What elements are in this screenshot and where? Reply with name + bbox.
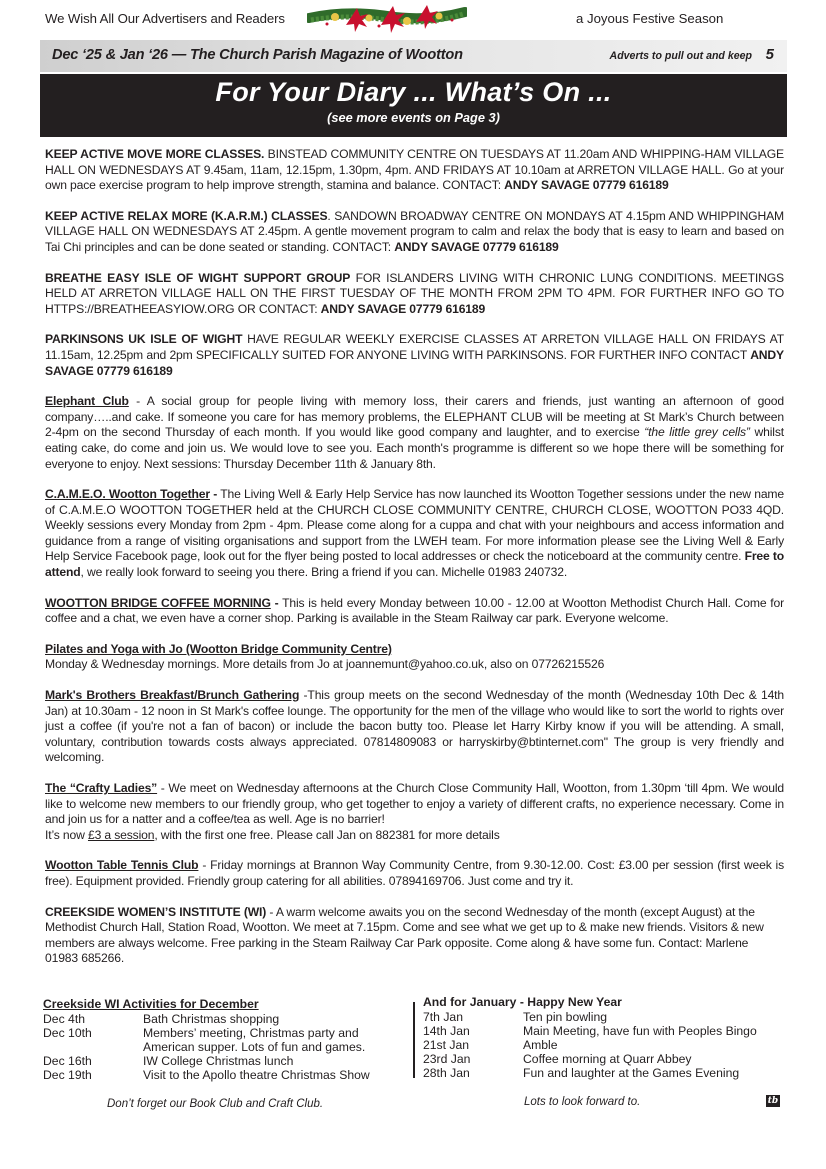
list-item-activity: Fun and laughter at the Games Evening — [523, 1066, 740, 1080]
christmas-garland-icon — [307, 2, 467, 36]
event-body: - A warm welcome awaits you on the second Wednesday of the month (except August) at the Methodist Church Hall, Station Road, Wootton. We meet at 7.15pm. Come and see what we get up to & make new friends. Visitors & new members are always welcome. Free parking in the Steam Railway Car Park opposite. Come along & have some fun. Contact: Marlene 01983 685266. — [45, 904, 764, 966]
list-item-date: 7th Jan — [423, 1010, 463, 1024]
event-heading: KEEP ACTIVE RELAX MORE (K.A.R.M.) CLASSES — [45, 208, 328, 223]
event-contact: ANDY SAVAGE 07779 616189 — [394, 239, 559, 254]
event-free-note: Free to attend — [45, 549, 784, 580]
events-list — [45, 147, 784, 982]
event-keep-active — [45, 147, 784, 194]
page-title: For Your Diary ... What’s On ... — [215, 77, 612, 107]
festive-greeting-strip — [45, 9, 745, 31]
event-body: - A social group for people living with memory loss, their carers and friends, just wanting an afternoon of good company…..and cake. If someone you care for has memory problems, the ELEPHANT CLUB will be meeting at St Mark’s Church between 2-4pm on the second Thursday of each month. If you would like good company and laughter, and to exercise — [45, 394, 784, 440]
greeting-right: a Joyous Festive Season — [576, 11, 724, 26]
list-item — [43, 1068, 403, 1082]
event-body: Monday & Wednesday mornings. More details from Jo at joannemunt@yahoo.co.uk, also on 07726215526 — [45, 657, 605, 672]
list-item-activity: Members’ meeting, Christmas party and American supper. Lots of fun and games. — [143, 1026, 366, 1054]
event-breathe-easy — [45, 271, 784, 318]
event-heading: C.A.M.E.O. Wootton Together — [45, 487, 210, 502]
event-karm — [45, 209, 784, 256]
list-item — [43, 1012, 403, 1026]
list-item-activity: Amble — [523, 1038, 558, 1052]
event-heading: Wootton Table Tennis Club — [45, 858, 199, 873]
event-crafty-ladies — [45, 781, 784, 843]
adverts-note: Adverts to pull out and keep — [609, 50, 752, 62]
december-footer-note: Don’t forget our Book Club and Craft Club. — [107, 1098, 324, 1110]
wi-december-list — [43, 997, 403, 1082]
event-pilates — [45, 642, 784, 673]
event-quote: “the little grey cells” — [644, 425, 750, 440]
list-item-activity: Visit to the Apollo theatre Christmas Show — [143, 1068, 370, 1082]
event-heading: BREATHE EASY ISLE OF WIGHT SUPPORT GROUP — [45, 270, 351, 285]
magazine-title: Dec ‘25 & Jan ‘26 — The Church Parish Magazine of Wootton — [52, 47, 463, 63]
event-contact: ANDY SAVAGE 07779 616189 — [504, 178, 669, 193]
event-marks-brothers — [45, 688, 784, 766]
wi-january-heading: And for January - Happy New Year — [423, 995, 622, 1009]
list-item-date: Dec 10th — [43, 1026, 92, 1040]
event-dash: - — [209, 487, 218, 502]
event-elephant-club — [45, 394, 784, 472]
event-heading: PARKINSONS UK ISLE OF WIGHT — [45, 332, 243, 347]
list-item-activity: Main Meeting, have fun with Peoples Bingo — [523, 1024, 757, 1038]
list-item-date: 14th Jan — [423, 1024, 470, 1038]
list-item-activity: IW College Christmas lunch — [143, 1054, 294, 1068]
event-heading: The “Crafty Ladies” — [45, 781, 158, 795]
event-dash: - — [270, 595, 279, 610]
event-cameo — [45, 487, 784, 581]
event-body-cont: , we really look forward to seeing you there. Bring a friend if you can. Michelle 01983 240732. — [80, 565, 568, 580]
event-body: BINSTEAD COMMUNITY CENTRE ON TUESDAYS AT 11.20am AND WHIPPING-HAM VILLAGE HALL ON WEDNESDAYS AT 9.45am, 11am, 12.15pm, 1.30pm, 4pm. AND FRIDAYS AT 10.10am at ARRETON VILLAGE HALL. Go at your own pace exercise program to help improve strength, stamina and balance. CONTACT: — [45, 147, 784, 193]
event-body: The Living Well & Early Help Service has now launched its Wootton Together sessions under the new name of C.A.M.E.O WOOTTON TOGETHER held at the CHURCH CLOSE COMMUNITY CENTRE, CHURCH CLOSE, WOOTTON PO33 4QD. Weekly sessions every Monday from 2pm - 4pm. Please come along for a cuppa and chat with your neighbours and access information and guidance from a range of visiting organisations and support from the LWEH team. For more information please see the Living Well & Early Help Service Facebook page, look out for the flyer being posted to local addresses or check the noticeboard at the community centre. — [45, 487, 785, 564]
wi-january-list — [423, 995, 793, 1080]
january-footer-note: Lots to look forward to. — [524, 1096, 641, 1108]
event-contact: ANDY SAVAGE 07779 616189 — [320, 301, 486, 316]
event-heading: CREEKSIDE WOMEN’S INSTITUTE (WI) — [45, 904, 267, 919]
list-item — [423, 1024, 793, 1038]
event-body: FOR ISLANDERS LIVING WITH CHRONIC LUNG CONDITIONS. MEETINGS HELD AT ARRETON VILLAGE HALL ON THE FIRST TUESDAY OF THE MONTH FROM 2PM TO 4PM. FOR FURTHER INFO GO TO HTTPS://BREATHEEASYIOW.ORG OR CONTACT: — [45, 270, 785, 316]
event-body-line2-cont: , with the first one free. Please call Jan on 882381 for more details — [154, 827, 500, 842]
page-number: 5 — [765, 46, 774, 63]
list-item — [423, 1038, 793, 1052]
list-item-date: Dec 4th — [43, 1012, 86, 1026]
event-table-tennis — [45, 858, 784, 889]
event-parkinsons — [45, 332, 784, 379]
magazine-header-bar — [40, 40, 787, 72]
list-item-date: 23rd Jan — [423, 1052, 471, 1066]
event-body: -This group meets on the second Wednesday of the month (Wednesday 10th Dec & 14th Jan) at 10.30am - 12 noon in St Mark's coffee lounge. The opportunity for the men of the village who would like to sort the world to rights over just a coffee (if you're not a fan of bacon) or include the bacon butty too. Please let Harry Kirby know if you will be attending. A small, voluntary, contribution towards costs always appreciated. 07814809083 or harryskirby@btinternet.com" The group is very friendly and welcoming. — [45, 688, 785, 765]
event-body: . SANDOWN BROADWAY CENTRE ON MONDAYS AT 4.15pm AND WHIPPINGHAM VILLAGE HALL ON WEDNESDAYS AT 2.45pm. A gentle movement program to calm and relax the body that is easy to learn and based on Tai Chi principles and can be done seated or standing. CONTACT: — [45, 208, 785, 254]
list-item — [43, 1054, 403, 1068]
list-item-date: Dec 16th — [43, 1054, 92, 1068]
wi-december-heading: Creekside WI Activities for December — [43, 997, 259, 1011]
tb-logo-icon: tb — [767, 1096, 779, 1106]
list-item — [43, 1026, 403, 1054]
event-heading: Pilates and Yoga with Jo (Wootton Bridge Community Centre) — [45, 641, 392, 656]
list-item — [423, 1066, 793, 1080]
page-subtitle: (see more events on Page 3) — [327, 110, 500, 125]
event-body: - Friday mornings at Brannon Way Community Centre, from 9.30-12.00. Cost: £3.00 per session (first week is free). Equipment provided. Friendly group catering for all abilities. 07894169706. Just come and try it. — [45, 858, 784, 888]
list-item-date: 21st Jan — [423, 1038, 470, 1052]
diary-banner — [40, 74, 787, 137]
list-item — [423, 1052, 793, 1066]
greeting-left: We Wish All Our Advertisers and Readers — [45, 11, 285, 26]
list-item-date: 28th Jan — [423, 1066, 470, 1080]
event-heading: Elephant Club — [45, 394, 129, 409]
event-body-cont: whilst eating cake, do come and join us. We would love to see you. Each month's programme is different so we hope there will be something for everyone to enjoy. Next sessions: Thursday December 11th & January 8th. — [45, 425, 784, 471]
list-item-date: Dec 19th — [43, 1068, 92, 1082]
event-heading: Mark's Brothers Breakfast/Brunch Gathering — [45, 688, 300, 703]
event-creekside-wi — [45, 905, 784, 967]
event-body: - We meet on Wednesday afternoons at the Church Close Community Hall, Wootton, from 1.30pm ‘till 4pm. We would like to welcome new members to our friendly group, who get together to enjoy a variety of different crafts, no experience necessary. Come in and join us for a natter and a coffee/tea as well. Age is no barrier! — [45, 781, 784, 827]
column-divider — [413, 1002, 415, 1078]
event-body: This is held every Monday between 10.00 - 12.00 at Wootton Methodist Church Hall. Come for coffee and a chat, we even have a corner shop. Parking is available in the Steam Railway car park. Everyone welcome. — [45, 595, 784, 626]
event-heading: WOOTTON BRIDGE COFFEE MORNING — [45, 595, 271, 610]
event-body: HAVE REGULAR WEEKLY EXERCISE CLASSES AT ARRETON VILLAGE HALL ON FRIDAYS AT 11.15am, 12.25pm and 2pm SPECIFICALLY SUITED FOR ANYONE LIVING WITH PARKINSONS. FOR FURTHER INFO CONTACT — [45, 332, 784, 362]
event-contact: ANDY SAVAGE 07779 616189 — [45, 347, 784, 378]
event-body-line2: It’s now — [45, 827, 88, 842]
list-item-activity: Ten pin bowling — [523, 1010, 608, 1024]
list-item — [423, 1010, 793, 1024]
list-item-activity: Bath Christmas shopping — [143, 1012, 280, 1026]
event-coffee-morning — [45, 596, 784, 627]
list-item-activity: Coffee morning at Quarr Abbey — [523, 1052, 692, 1066]
event-heading: KEEP ACTIVE MOVE MORE CLASSES. — [45, 147, 265, 161]
event-price: £3 a session — [87, 827, 155, 842]
